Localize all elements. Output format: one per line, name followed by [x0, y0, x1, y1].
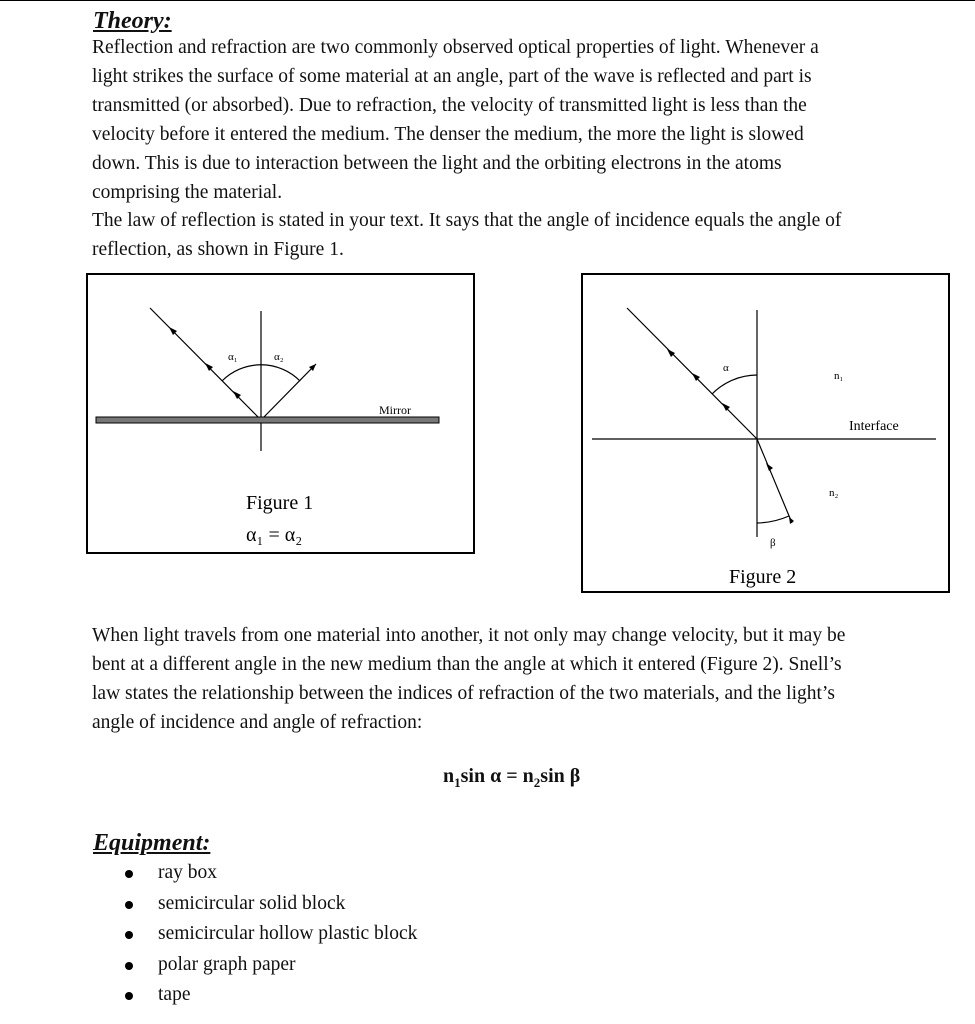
formula-sin-beta: sin β — [540, 765, 581, 787]
figure-1-equation: α₁ = α₂ — [246, 524, 303, 546]
figure-1-diagram — [88, 275, 477, 556]
list-item: tape — [120, 980, 417, 1011]
arrowhead — [766, 463, 773, 471]
text-line: reflection, as shown in Figure 1. — [92, 239, 344, 260]
theory-heading: Theory: — [93, 8, 172, 34]
text-line: Reflection and refraction are two commonly observed optical properties of light. Whenever a — [92, 37, 819, 58]
text-line: comprising the material. — [92, 182, 283, 203]
equipment-list — [120, 858, 417, 1011]
alpha-label: α — [723, 362, 729, 374]
text-line: When light travels from one material into another, it not only may change velocity, but it may be — [92, 625, 846, 646]
snell-paragraph — [92, 621, 942, 737]
equipment-heading: Equipment: — [93, 830, 211, 856]
list-item: semicircular solid block — [120, 889, 417, 920]
n2-label: n₂ — [829, 487, 839, 499]
text-line: down. This is due to interaction between the light and the orbiting electrons in the atoms — [92, 153, 782, 174]
text-line: The law of reflection is stated in your text. It says that the angle of incidence equals the angle of — [92, 210, 842, 231]
text-line: light strikes the surface of some material at an angle, part of the wave is reflected and part is — [92, 66, 812, 87]
list-item: semicircular hollow plastic block — [120, 919, 417, 950]
formula-n2: n — [522, 765, 534, 787]
alpha-arc — [712, 375, 757, 394]
formula-sin-alpha: sin α = — [460, 765, 523, 787]
mirror-label: Mirror — [379, 403, 411, 417]
interface-label: Interface — [849, 419, 899, 434]
figure-2-refraction — [581, 273, 950, 593]
formula-n1: n — [443, 765, 455, 787]
text-line: law states the relationship between the indices of refraction of the two materials, and the light’s — [92, 683, 835, 704]
incident-ray — [627, 308, 757, 439]
text-line: angle of incidence and angle of refraction: — [92, 712, 423, 733]
alpha1-label: α₁ — [228, 351, 238, 363]
text-line: bent at a different angle in the new medium than the angle at which it entered (Figure 2). Snell’s — [92, 654, 842, 675]
figure-1-caption: Figure 1 — [246, 492, 314, 514]
list-item: polar graph paper — [120, 950, 417, 981]
figure-2-diagram — [583, 275, 952, 595]
text-line: transmitted (or absorbed). Due to refraction, the velocity of transmitted light is less than the — [92, 95, 807, 116]
top-rule — [0, 0, 975, 1]
formula-sub2: 2 — [533, 775, 541, 790]
formula-sub1: 1 — [454, 775, 461, 790]
alpha2-label: α₂ — [274, 351, 284, 363]
mirror-surface — [96, 417, 439, 423]
figure-1-reflection — [86, 273, 475, 554]
text-line: velocity before it entered the medium. The denser the medium, the more the light is slowed — [92, 124, 804, 145]
beta-label: β — [770, 537, 776, 549]
theory-paragraph-2 — [92, 206, 942, 264]
refracted-ray — [757, 439, 792, 523]
list-item: ray box — [120, 858, 417, 889]
snells-law-formula — [443, 765, 580, 791]
n1-label: n₁ — [834, 370, 844, 382]
figure-2-caption: Figure 2 — [729, 566, 797, 588]
beta-arc — [757, 516, 789, 523]
theory-paragraph-1 — [92, 33, 942, 207]
